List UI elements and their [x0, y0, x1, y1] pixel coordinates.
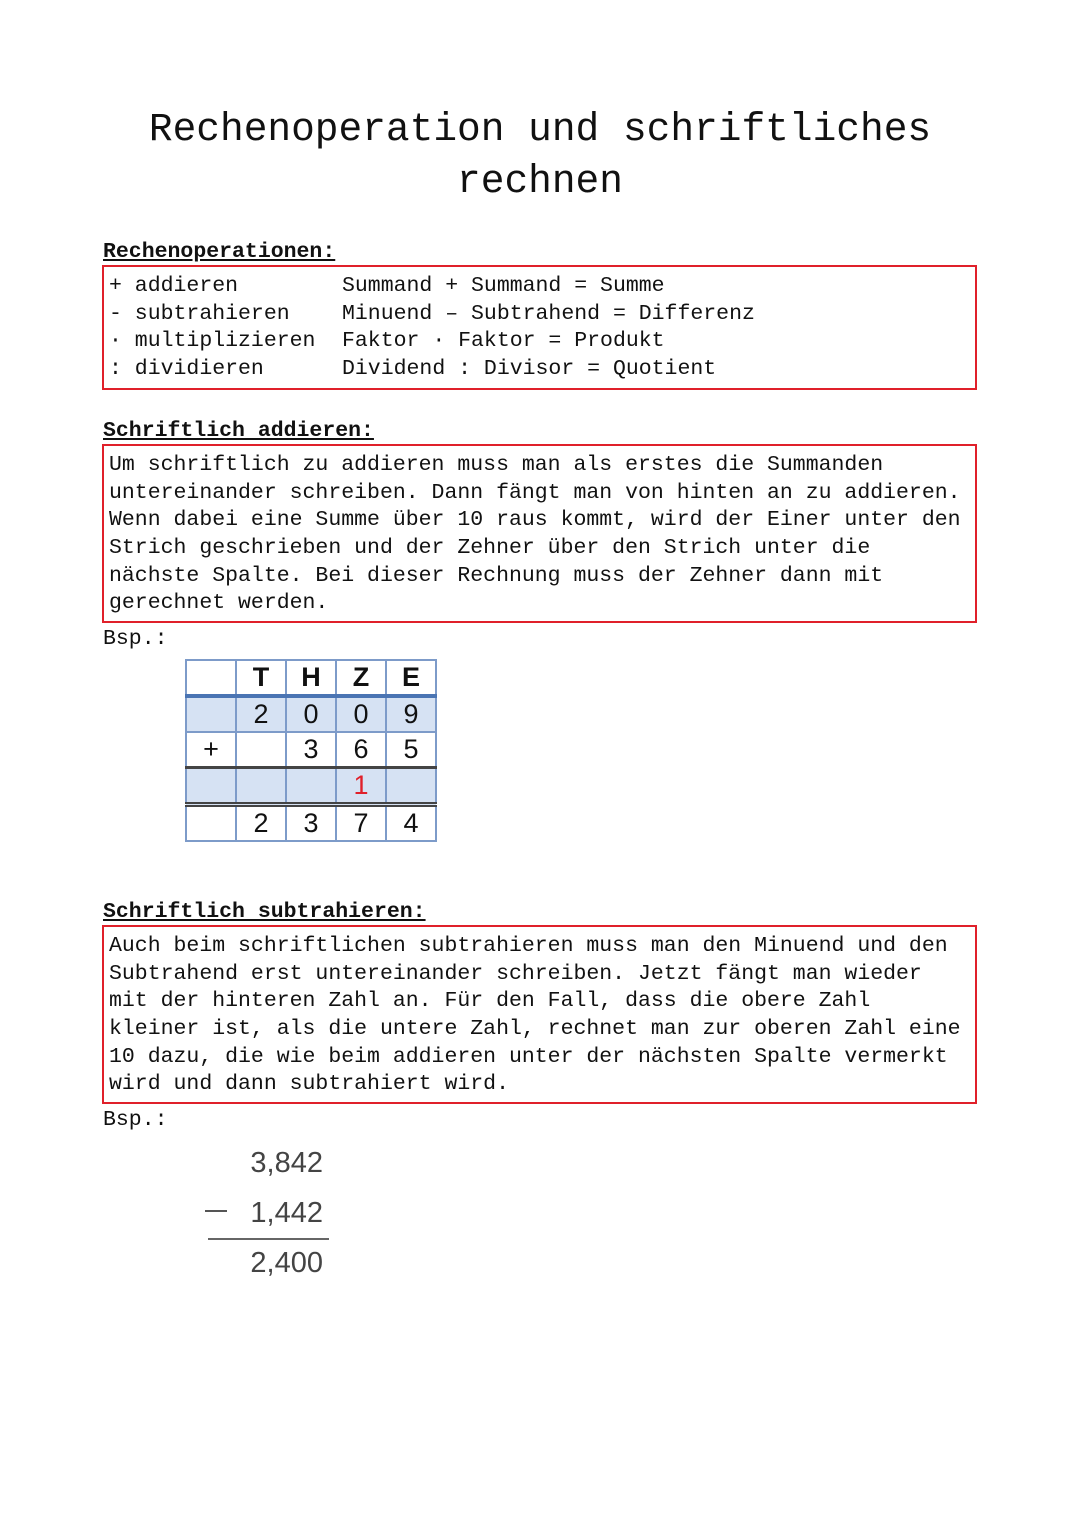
title-line: rechnen — [457, 159, 623, 204]
table-cell: E — [386, 660, 436, 696]
table-cell: H — [286, 660, 336, 696]
op-name: - subtrahieren — [109, 301, 290, 326]
table-cell: 4 — [386, 805, 436, 842]
text-line: wird und dann subtrahiert wird. — [109, 1072, 509, 1097]
text-line: Strich geschrieben und der Zehner über den Strich unter die — [109, 536, 871, 561]
place-value-table — [185, 659, 437, 842]
text-line: untereinander schreiben. Dann fängt man von hinten an zu addieren. — [109, 480, 961, 505]
table-cell: + — [186, 732, 236, 768]
subtrahend: 1,442 — [250, 1197, 323, 1229]
table-cell: 5 — [386, 732, 436, 768]
text-line: 10 dazu, die wie beim addieren unter der nächsten Spalte vermerkt — [109, 1044, 948, 1069]
operations-heading: Rechenoperationen: — [103, 240, 336, 264]
table-cell: T — [236, 660, 286, 696]
table-cell: 0 — [286, 696, 336, 732]
op-name: · multiplizieren — [109, 329, 316, 354]
op-name: + addieren — [109, 274, 239, 298]
text-line: nächste Spalte. Bei dieser Rechnung muss der Zehner dann mit — [109, 563, 884, 588]
table-cell: 3 — [286, 732, 336, 768]
addition-box — [102, 444, 977, 623]
minuend: 3,842 — [250, 1147, 323, 1179]
table-cell: 7 — [336, 805, 386, 842]
op-formula: Summand + Summand = Summe — [342, 274, 665, 298]
table-cell — [186, 660, 236, 696]
text-line: mit der hinteren Zahl an. Für den Fall, dass die obere Zahl — [109, 989, 871, 1014]
table-cell: Z — [336, 660, 386, 696]
text-line: Wenn dabei eine Summe über 10 raus kommt, wird der Einer unter den — [109, 508, 961, 533]
text-line: gerechnet werden. — [109, 591, 329, 616]
table-cell — [286, 768, 336, 805]
subtraction-heading: Schriftlich subtrahieren: — [103, 900, 426, 924]
carry-digit: 1 — [336, 768, 386, 805]
op-formula: Minuend – Subtrahend = Differenz — [342, 301, 755, 326]
text-line: kleiner ist, als die untere Zahl, rechnet man zur oberen Zahl eine — [109, 1017, 961, 1042]
op-formula: Faktor · Faktor = Produkt — [342, 329, 665, 354]
subtraction-box — [102, 925, 977, 1104]
example-label: Bsp.: — [103, 627, 168, 651]
minus-sign-icon — [205, 1210, 227, 1212]
table-cell: 2 — [236, 696, 286, 732]
table-cell: 9 — [386, 696, 436, 732]
table-cell — [236, 732, 286, 768]
table-cell — [186, 696, 236, 732]
table-cell: 0 — [336, 696, 386, 732]
table-cell — [386, 768, 436, 805]
table-cell: 3 — [286, 805, 336, 842]
table-cell — [186, 805, 236, 842]
subtraction-example — [200, 1145, 323, 1295]
operations-box — [102, 265, 977, 390]
example-label: Bsp.: — [103, 1108, 168, 1132]
result-line — [208, 1238, 329, 1240]
op-formula: Dividend : Divisor = Quotient — [342, 357, 717, 382]
difference: 2,400 — [250, 1247, 323, 1279]
text-line: Um schriftlich zu addieren muss man als erstes die Summanden — [109, 453, 884, 477]
text-line: Subtrahend erst untereinander schreiben. Jetzt fängt man wieder — [109, 961, 922, 986]
table-cell — [236, 768, 286, 805]
op-name: : dividieren — [109, 357, 264, 382]
table-cell: 2 — [236, 805, 286, 842]
text-line: Auch beim schriftlichen subtrahieren muss man den Minuend und den — [109, 934, 948, 958]
table-cell: 6 — [336, 732, 386, 768]
title-line: Rechenoperation und schriftliches — [148, 107, 932, 152]
addition-heading: Schriftlich addieren: — [103, 419, 374, 443]
page-title — [0, 104, 1080, 208]
table-cell — [186, 768, 236, 805]
